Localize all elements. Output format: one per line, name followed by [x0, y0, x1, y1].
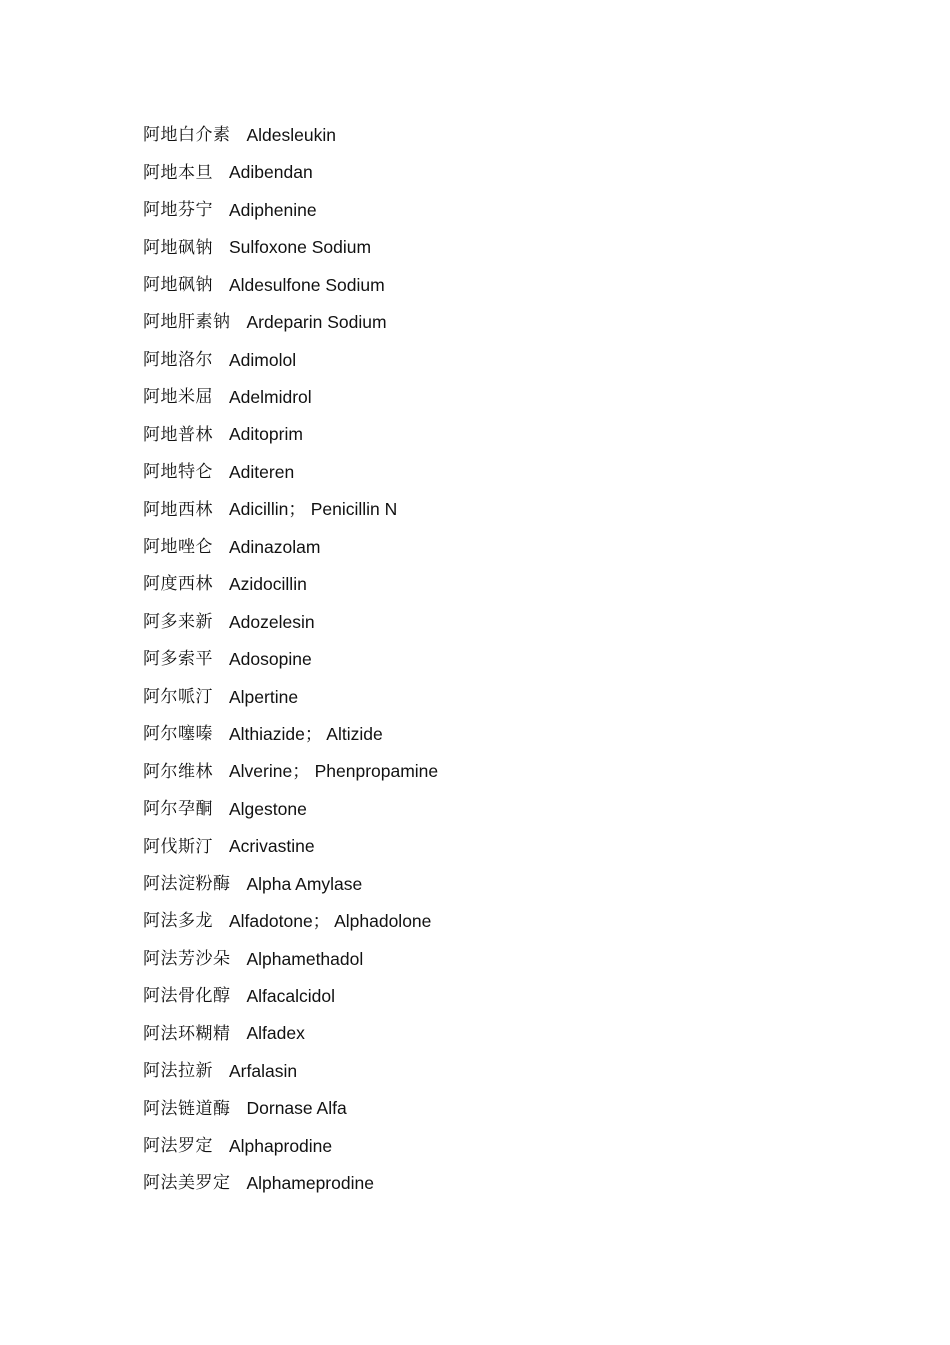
- list-item: [143, 716, 438, 753]
- list-item: [143, 679, 438, 716]
- english-name: Ardeparin Sodium: [246, 312, 387, 333]
- english-name: Aldesleukin: [246, 124, 336, 145]
- english-name: Algestone: [229, 798, 307, 819]
- english-name: Acrivastine: [229, 836, 315, 857]
- list-item: [143, 941, 438, 978]
- chinese-name: 阿地本旦: [143, 162, 213, 183]
- chinese-name: 阿地米屈: [143, 387, 213, 408]
- chinese-name: 阿法骨化醇: [143, 986, 231, 1007]
- chinese-name: 阿法拉新: [143, 1061, 213, 1082]
- list-item: [143, 1090, 438, 1127]
- english-name: Azidocillin: [229, 574, 307, 595]
- chinese-name: 阿法淀粉酶: [143, 873, 231, 894]
- chinese-name: 阿法环糊精: [143, 1023, 231, 1044]
- list-item: [143, 379, 438, 416]
- english-name: Adimolol: [229, 349, 297, 370]
- list-item: [143, 866, 438, 903]
- list-item: [143, 342, 438, 379]
- chinese-name: 阿多来新: [143, 611, 213, 632]
- list-item: [143, 1053, 438, 1090]
- chinese-name: 阿地特仑: [143, 462, 213, 483]
- chinese-name: 阿地砜钠: [143, 237, 213, 258]
- chinese-name: 阿尔哌汀: [143, 686, 213, 707]
- list-item: [143, 1016, 438, 1053]
- list-item: [143, 566, 438, 603]
- english-name: Alfacalcidol: [246, 986, 336, 1007]
- list-item: [143, 529, 438, 566]
- english-name: Adozelesin: [229, 611, 315, 632]
- english-name: Adibendan: [229, 162, 313, 183]
- chinese-name: 阿地普林: [143, 424, 213, 445]
- chinese-name: 阿地肝素钠: [143, 312, 231, 333]
- chinese-name: 阿法美罗定: [143, 1173, 231, 1194]
- chinese-name: 阿法芳沙朵: [143, 948, 231, 969]
- chinese-name: 阿法链道酶: [143, 1098, 231, 1119]
- english-name: Aditeren: [229, 461, 295, 482]
- list-item: [143, 454, 438, 491]
- english-name: Sulfoxone Sodium: [229, 237, 372, 258]
- list-item: [143, 417, 438, 454]
- chinese-name: 阿尔维林: [143, 761, 213, 782]
- english-name: Alphamethadol: [246, 948, 364, 969]
- list-item: [143, 753, 438, 790]
- list-item: [143, 192, 438, 229]
- english-name: Alpha Amylase: [246, 873, 363, 894]
- chinese-name: 阿法罗定: [143, 1136, 213, 1157]
- chinese-name: 阿地西林: [143, 499, 213, 520]
- chinese-name: 阿尔噻嗪: [143, 724, 213, 745]
- list-item: [143, 903, 438, 940]
- list-item: [143, 304, 438, 341]
- list-item: [143, 1165, 438, 1202]
- drug-name-list: [143, 117, 438, 1203]
- english-name: Alphameprodine: [246, 1173, 374, 1194]
- list-item: [143, 604, 438, 641]
- english-name: Alfadex: [246, 1023, 305, 1044]
- chinese-name: 阿地洛尔: [143, 349, 213, 370]
- english-name: Adinazolam: [229, 536, 321, 557]
- list-item: [143, 267, 438, 304]
- chinese-name: 阿地白介素: [143, 125, 231, 146]
- english-name: Adiphenine: [229, 199, 317, 220]
- list-item: [143, 117, 438, 154]
- english-name: Alverine； Phenpropamine: [229, 761, 439, 782]
- chinese-name: 阿尔孕酮: [143, 799, 213, 820]
- list-item: [143, 1128, 438, 1165]
- chinese-name: 阿地砜钠: [143, 274, 213, 295]
- list-item: [143, 791, 438, 828]
- list-item: [143, 154, 438, 191]
- english-name: Adosopine: [229, 649, 312, 670]
- english-name: Adicillin； Penicillin N: [229, 499, 398, 520]
- chinese-name: 阿地芬宁: [143, 200, 213, 221]
- chinese-name: 阿法多龙: [143, 911, 213, 932]
- list-item: [143, 828, 438, 865]
- list-item: [143, 978, 438, 1015]
- english-name: Aldesulfone Sodium: [229, 274, 385, 295]
- list-item: [143, 641, 438, 678]
- chinese-name: 阿伐斯汀: [143, 836, 213, 857]
- english-name: Alphaprodine: [229, 1135, 333, 1156]
- english-name: Althiazide； Altizide: [229, 723, 383, 744]
- chinese-name: 阿度西林: [143, 574, 213, 595]
- english-name: Alpertine: [229, 686, 299, 707]
- english-name: Dornase Alfa: [246, 1098, 347, 1119]
- list-item: [143, 491, 438, 528]
- english-name: Aditoprim: [229, 424, 303, 445]
- chinese-name: 阿地唑仑: [143, 537, 213, 558]
- english-name: Arfalasin: [229, 1060, 298, 1081]
- english-name: Adelmidrol: [229, 387, 312, 408]
- english-name: Alfadotone； Alphadolone: [229, 911, 432, 932]
- list-item: [143, 229, 438, 266]
- chinese-name: 阿多索平: [143, 649, 213, 670]
